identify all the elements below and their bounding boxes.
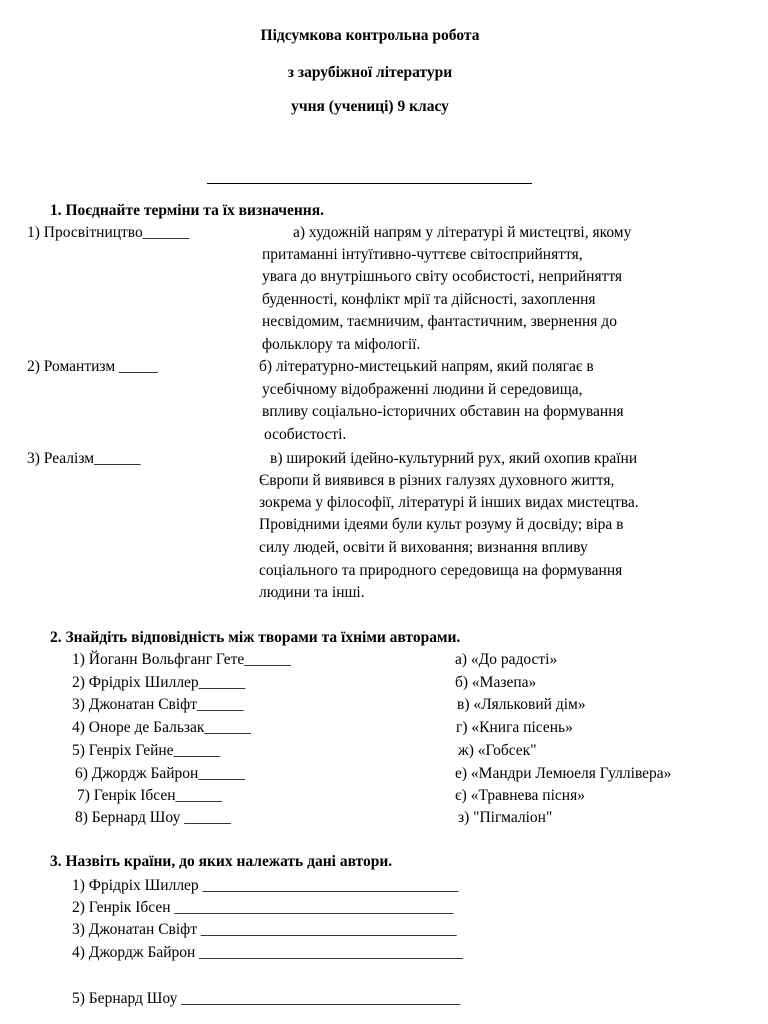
student-name-blank[interactable] <box>207 183 532 184</box>
title-line-3: учня (учениці) 9 класу <box>291 98 449 115</box>
task2-author: 7) Генрік Ібсен______ <box>77 787 222 804</box>
task3-item: 1) Фрідріх Шиллер _________________________________ <box>72 877 459 894</box>
task2-author: 5) Генріх Гейне______ <box>72 742 221 759</box>
task2-work: є) «Травнева пісня» <box>455 787 585 804</box>
task2-work: а) «До радості» <box>455 651 558 668</box>
task2-work: з) "Пігмаліон" <box>458 809 553 826</box>
task1-definition-a-line: а) художній напрям у літературі й мистецтві, якому <box>293 224 632 241</box>
task1-definition-a-line: фольклору та міфології. <box>262 336 421 353</box>
task2-work: г) «Книга пісень» <box>456 719 573 736</box>
task1-definition-b-line: впливу соціально-історичних обставин на формування <box>262 403 624 420</box>
task1-heading: 1. Поєднайте терміни та їх визначення. <box>50 202 324 219</box>
task2-author: 4) Оноре де Бальзак______ <box>72 719 251 736</box>
task2-author: 8) Бернард Шоу ______ <box>75 809 231 826</box>
task3-item: 5) Бернард Шоу ____________________________________ <box>72 990 461 1007</box>
task1-term-1: 1) Просвітництво______ <box>27 224 190 241</box>
task2-heading: 2. Знайдіть відповідність між творами та їхніми авторами. <box>50 629 461 646</box>
task1-definition-c-line: людини та інші. <box>259 584 365 601</box>
task2-author: 3) Джонатан Свіфт______ <box>72 696 244 713</box>
task3-heading: 3. Назвіть країни, до яких належать дані автори. <box>50 853 393 870</box>
task2-work: е) «Мандри Лемюеля Гуллівера» <box>455 765 672 782</box>
task1-definition-c-line: зокрема у філософії, літературі й інших видах мистецтва. <box>259 494 639 511</box>
task1-definition-c-line: в) широкий ідейно-культурний рух, який охопив країни <box>270 450 638 467</box>
task2-author: 2) Фрідріх Шиллер______ <box>72 674 246 691</box>
task1-term-2: 2) Романтизм _____ <box>27 358 158 375</box>
task3-item: 3) Джонатан Свіфт _________________________________ <box>72 921 457 938</box>
task3-item: 4) Джордж Байрон __________________________________ <box>72 944 463 961</box>
task3-item: 2) Генрік Ібсен ____________________________________ <box>72 899 454 916</box>
task1-definition-a-line: несвідомим, таємничим, фантастичним, звернення до <box>262 313 617 330</box>
task1-definition-c-line: Провідними ідеями були культ розуму й досвіду; віра в <box>259 516 624 533</box>
task2-author: 1) Йоганн Вольфганг Гете______ <box>72 651 291 668</box>
task1-definition-b-line: б) літературно-мистецький напрям, який полягає в <box>259 358 594 375</box>
task1-definition-c-line: соціального та природного середовища на формування <box>259 562 623 579</box>
task2-work: б) «Мазепа» <box>455 674 537 691</box>
task1-definition-a-line: притаманні інтуїтивно-чуттєве світосприйняття, <box>262 246 583 263</box>
task1-definition-b-line: особистості. <box>264 426 347 443</box>
task1-definition-b-line: усебічному відображенні людини й середовища, <box>262 381 583 398</box>
task2-work: ж) «Гобсек" <box>458 742 537 759</box>
task1-definition-c-line: Європи й виявився в різних галузях духовного життя, <box>259 472 615 489</box>
task1-definition-a-line: буденності, конфлікт мрії та дійсності, захоплення <box>262 291 596 308</box>
title-line-1: Підсумкова контрольна робота <box>260 27 480 44</box>
task2-work: в) «Ляльковий дім» <box>457 696 586 713</box>
task1-definition-a-line: увага до внутрішнього світу особистості, неприйняття <box>262 268 623 285</box>
title-line-2: з зарубіжної літератури <box>287 64 453 81</box>
task2-author: 6) Джордж Байрон______ <box>75 765 245 782</box>
task1-term-3: 3) Реалізм______ <box>27 450 141 467</box>
task1-definition-c-line: силу людей, освіти й виховання; визнання впливу <box>259 539 588 556</box>
